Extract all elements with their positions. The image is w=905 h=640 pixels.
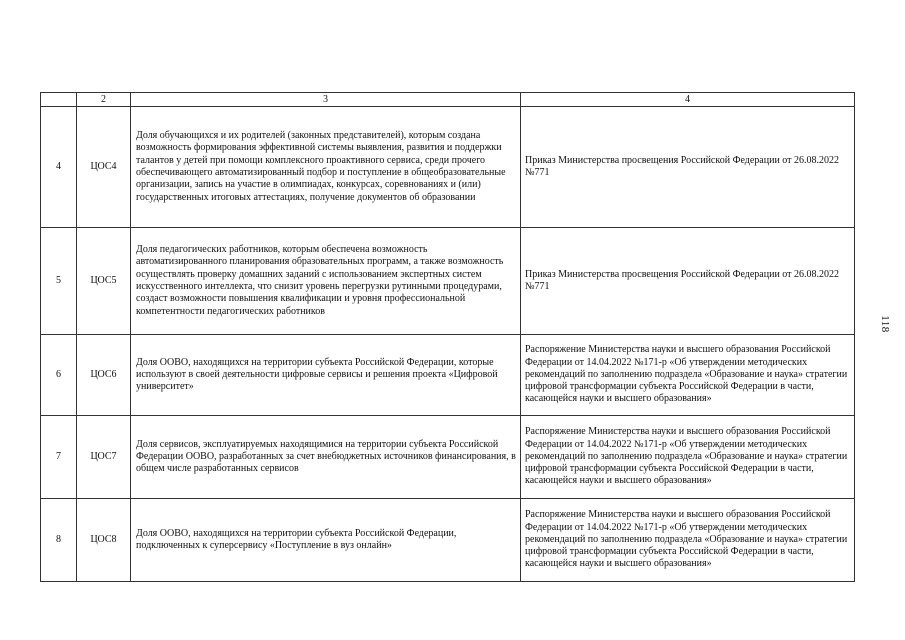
indicator-description: Доля ООВО, находящихся на территории субъекта Российской Федерации, подключенных к суперсервису «Поступление в вуз онлайн» (131, 499, 521, 582)
indicator-description: Доля обучающихся и их родителей (законных представителей), которым создана возможность формирования эффективной системы выявления, развития и поддержки талантов у детей при помощи комплексного проактивного сервиса, среди прочего обеспечивающего автоматизированный подбор и поступление в общеобразовательные организации, запись на участие в олимпиадах, конкурсах, соревнованиях и (или) государственных итоговых аттестациях, получение документов об образовании (131, 107, 521, 228)
row-number: 7 (41, 416, 77, 499)
table-row (41, 416, 855, 499)
indicator-description: Доля ООВО, находящихся на территории субъекта Российской Федерации, которые используют в своей деятельности цифровые сервисы и решения проекта «Цифровой университет» (131, 335, 521, 416)
header-cell-3: 3 (131, 93, 521, 107)
row-number: 8 (41, 499, 77, 582)
row-number: 6 (41, 335, 77, 416)
indicator-code: ЦОС5 (77, 228, 131, 335)
indicator-code: ЦОС6 (77, 335, 131, 416)
indicator-source: Приказ Министерства просвещения Российской Федерации от 26.08.2022 №771 (521, 228, 855, 335)
row-number: 5 (41, 228, 77, 335)
table-row (41, 107, 855, 228)
indicator-source: Распоряжение Министерства науки и высшего образования Российской Федерации от 14.04.2022 №171-р «Об утверждении методических рекомендаций по заполнению подраздела «Образование и наука» стратегии цифровой трансформации субъекта Российской Федерации в части, касающейся науки и высшего образования» (521, 499, 855, 582)
table-row (41, 499, 855, 582)
row-number: 4 (41, 107, 77, 228)
header-cell-2: 2 (77, 93, 131, 107)
header-cell-1 (41, 93, 77, 107)
indicator-description: Доля педагогических работников, которым обеспечена возможность автоматизированного планирования образовательных программ, а также возможность осуществлять проверку домашних заданий с использованием экспертных систем искусственного интеллекта, что снизит уровень перегрузки рутинными процедурами, создаст возможности повышения квалификации и уровня профессиональной компетентности педагогических работников (131, 228, 521, 335)
indicator-source: Распоряжение Министерства науки и высшего образования Российской Федерации от 14.04.2022 №171-р «Об утверждении методических рекомендаций по заполнению подраздела «Образование и наука» стратегии цифровой трансформации субъекта Российской Федерации в части, касающейся науки и высшего образования» (521, 416, 855, 499)
header-cell-4: 4 (521, 93, 855, 107)
indicator-source: Распоряжение Министерства науки и высшего образования Российской Федерации от 14.04.2022 №171-р «Об утверждении методических рекомендаций по заполнению подраздела «Образование и наука» стратегии цифровой трансформации субъекта Российской Федерации в части, касающейся науки и высшего образования» (521, 335, 855, 416)
indicator-code: ЦОС8 (77, 499, 131, 582)
indicators-table (40, 92, 855, 582)
table-header-row (41, 93, 855, 107)
table-row (41, 335, 855, 416)
indicator-code: ЦОС4 (77, 107, 131, 228)
page-number: 118 (878, 315, 891, 333)
table-row (41, 228, 855, 335)
indicator-description: Доля сервисов, эксплуатируемых находящимися на территории субъекта Российской Федерации ООВО, разработанных за счет внебюджетных источников финансирования, в общем числе разработанных сервисов (131, 416, 521, 499)
indicator-source: Приказ Министерства просвещения Российской Федерации от 26.08.2022 №771 (521, 107, 855, 228)
indicator-code: ЦОС7 (77, 416, 131, 499)
